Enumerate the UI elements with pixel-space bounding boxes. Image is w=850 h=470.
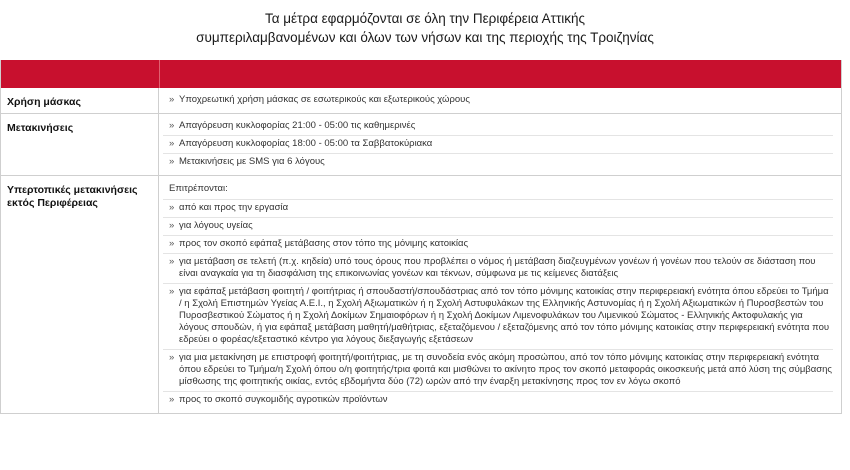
- bullet-icon: »: [169, 352, 175, 363]
- list-item-text: από και προς την εργασία: [179, 202, 289, 213]
- list-item: [163, 200, 833, 218]
- list-item-text: προς τον σκοπό εφάπαξ μετάβασης στον τόπο της μόνιμης κατοικίας: [179, 238, 469, 249]
- list-item-text: για εφάπαξ μετάβαση φοιτητή / φοιτήτριας ή σπουδαστή/σπουδάστριας από τον τόπο μόνιμης κατοικίας στην περιφερειακή ενότητα όπου εδρεύει το Τμήμα / η Σχολή Επιστημών Υγείας Α.Ε.Ι., η Σχολή Αξιωματικών ή η Σχολή Αστυφυλάκων της Ελληνικής Αστυνομίας ή η Σχολή Αξιωματικών ή Πυροσβεστών του Πυροσβεστικού Σώματος ή η Σχολή Δοκίμων Σημαιοφόρων ή η Σχολή Δοκίμων Λιμενοφυλάκων του Λιμενικού Σώματος - Ελληνικής Ακτοφυλακής για λόγους σπουδών, ή για εφάπαξ μετάβαση μαθητή/μαθήτριας, εξεταζόμενου / εξεταζόμενης από τον τόπο μόνιμης κατοικίας στην περιφερειακή ενότητα που εδρεύει ο φορέας/εξεταστικό κέντρο για λόγους διεξαγωγής εξετάσεων: [179, 286, 830, 345]
- list-item: [163, 284, 833, 350]
- list-item: [163, 350, 833, 392]
- row-intro: Επιτρέπονται:: [163, 180, 833, 200]
- row-content: [159, 176, 841, 413]
- bullet-icon: »: [169, 220, 175, 231]
- table-header-right: [160, 60, 841, 88]
- bullet-icon: »: [169, 238, 175, 249]
- list-item: [163, 236, 833, 254]
- page-title: [0, 0, 850, 47]
- measures-table: [0, 60, 842, 414]
- bullet-icon: »: [169, 156, 175, 167]
- bullet-icon: »: [169, 256, 175, 267]
- list-item: [163, 92, 833, 109]
- list-item: [163, 392, 833, 409]
- bullet-icon: »: [169, 120, 175, 131]
- title-line-1: Τα μέτρα εφαρμόζονται σε όλη την Περιφέρεια Αττικής: [264, 11, 586, 26]
- list-item: [163, 218, 833, 236]
- table-row-interregional: [1, 176, 841, 414]
- table-header-left: [1, 60, 160, 88]
- list-item-text: για μετάβαση σε τελετή (π.χ. κηδεία) υπό τους όρους που προβλέπει ο νόμος ή μετάβαση διαζευγμένων γονέων ή γονέων που τελούν σε διάσταση που είναι αναγκαία για τη διασφάλιση της επικοινωνίας γονέων και τέκνων, σύμφωνα με τις κείμενες διατάξεις: [179, 256, 816, 279]
- list-item-text: προς το σκοπό συγκομιδής αγροτικών προϊόντων: [179, 394, 388, 405]
- table-header: [1, 60, 841, 88]
- bullet-icon: »: [169, 394, 175, 405]
- list-item-text: για μια μετακίνηση με επιστροφή φοιτητή/φοιτήτριας, με τη συνοδεία ενός ακόμη προσώπου, από τον τόπο μόνιμης κατοικίας στην περιφερειακή ενότητα όπου εδρεύει το Τμήμα/η Σχολή όπου ο/η φοιτητής/τρια φοιτά και μισθώνει το ακίνητο προς τον σκοπό μεταφοράς οικοσκευής μετά από λύση της σύμβασης μίσθωσης της φοιτητικής οικίας, εντός εβδομήντα δύο (72) ωρών από την έναρξη μετακίνησης προς τον εν λόγω σκοπό: [179, 352, 832, 387]
- row-content: [159, 114, 841, 175]
- list-item-text: Απαγόρευση κυκλοφορίας 21:00 - 05:00 τις καθημερινές: [179, 120, 416, 131]
- bullet-icon: »: [169, 286, 175, 297]
- list-item: [163, 118, 833, 136]
- row-label: Μετακινήσεις: [1, 114, 159, 175]
- list-item-text: για λόγους υγείας: [179, 220, 253, 231]
- row-label: Υπερτοπικές μετακινήσεις εκτός Περιφέρειας: [1, 176, 159, 413]
- bullet-icon: »: [169, 138, 175, 149]
- list-item: [163, 154, 833, 171]
- list-item: [163, 136, 833, 154]
- title-line-2: συμπεριλαμβανομένων και όλων των νήσων και της περιοχής της Τροιζηνίας: [196, 30, 654, 45]
- list-item-text: Απαγόρευση κυκλοφορίας 18:00 - 05:00 τα Σαββατοκύριακα: [179, 138, 433, 149]
- row-label: Χρήση μάσκας: [1, 88, 159, 113]
- table-row-mask: [1, 88, 841, 114]
- bullet-icon: »: [169, 202, 175, 213]
- list-item-text: Μετακινήσεις με SMS για 6 λόγους: [179, 156, 325, 167]
- list-item: [163, 254, 833, 284]
- bullet-icon: »: [169, 94, 175, 105]
- list-item-text: Υποχρεωτική χρήση μάσκας σε εσωτερικούς και εξωτερικούς χώρους: [179, 94, 470, 105]
- table-row-movements: [1, 114, 841, 176]
- row-content: [159, 88, 841, 113]
